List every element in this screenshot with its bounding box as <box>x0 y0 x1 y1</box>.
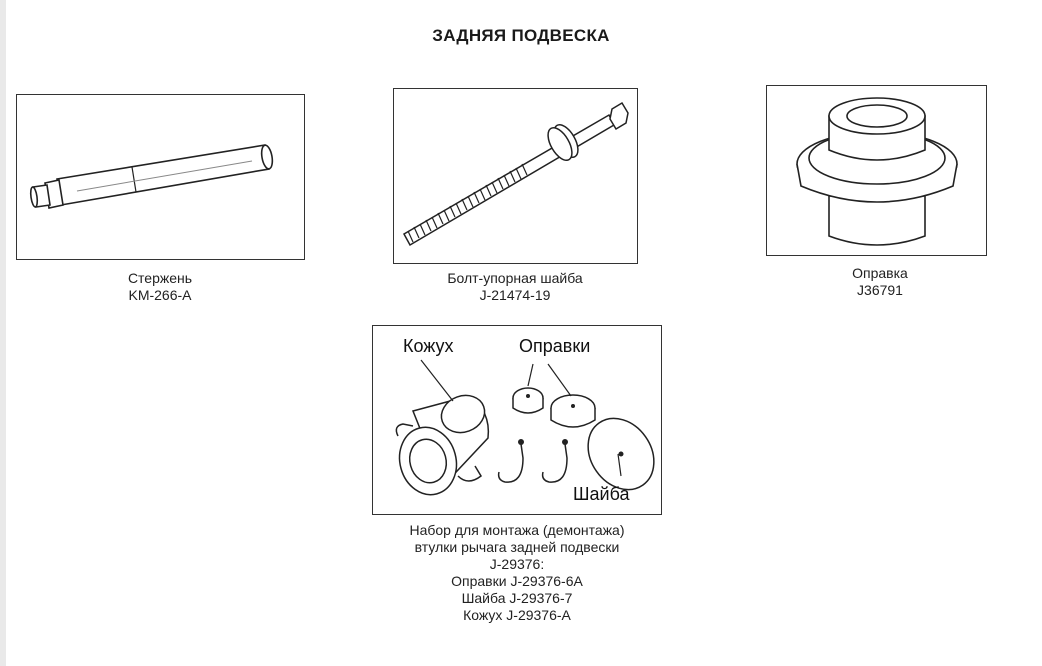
bolt-illustration <box>393 88 638 264</box>
bolt-icon <box>394 89 636 262</box>
bolt-name: Болт-упорная шайба <box>447 270 583 286</box>
page-edge-shadow <box>0 0 6 666</box>
rod-caption <box>60 270 260 304</box>
kit-caption-line: Шайба J-29376-7 <box>461 590 573 606</box>
mandrel-name: Оправка <box>852 265 908 281</box>
kit-caption-line: Оправки J-29376-6A <box>451 573 583 589</box>
kit-caption <box>357 522 677 624</box>
page-title: ЗАДНЯЯ ПОДВЕСКА <box>432 26 610 45</box>
kit-caption-line: J-29376: <box>489 556 545 572</box>
kit-caption-line: Набор для монтажа (демонтажа) <box>409 522 625 538</box>
bolt-code: J-21474-19 <box>479 287 551 303</box>
kit-caption-line: Кожух J-29376-A <box>463 607 571 623</box>
bolt-caption <box>400 270 630 304</box>
mandrel-illustration <box>766 85 987 256</box>
mandrel-caption <box>790 265 970 299</box>
kit-caption-line: втулки рычага задней подвески <box>414 539 620 555</box>
mandrel-icon <box>767 86 985 254</box>
mandrel-code: J36791 <box>857 282 903 298</box>
kit-illustration <box>372 325 662 515</box>
casing-label: Кожух <box>403 336 454 356</box>
rod-illustration <box>16 94 305 260</box>
rod-icon <box>17 95 303 258</box>
washer-label: Шайба <box>573 484 630 504</box>
rod-name: Стержень <box>127 270 193 286</box>
mandrels-label: Оправки <box>519 336 591 356</box>
rod-code: KM-266-A <box>128 287 192 303</box>
